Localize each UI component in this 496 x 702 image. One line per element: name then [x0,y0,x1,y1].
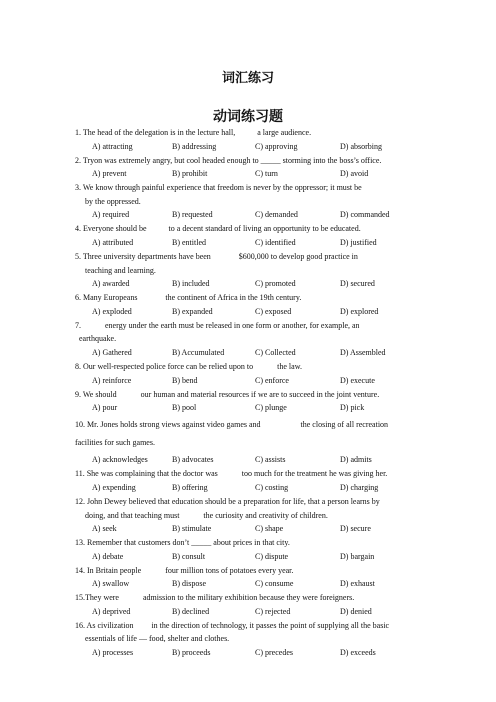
answer-option[interactable]: C) shape [255,524,284,534]
answer-option[interactable]: D) justified [340,237,377,247]
answer-option[interactable]: C) enforce [255,375,289,385]
question-stem: 9. We should our human and material resources if we are to succeed in the joint venture. [75,389,380,399]
answer-option[interactable]: B) offering [172,482,208,492]
option-row [0,550,496,564]
question-stem: 8. Our well-respected police force can be relied upon to the law. [75,361,302,371]
question-stem: 4. Everyone should be to a decent standard of living an opportunity to be educated. [75,224,361,234]
answer-option[interactable]: A) prevent [92,169,127,179]
question-stem: 13. Remember that customers don’t _____ about prices in that city. [75,538,290,548]
question-item [0,250,496,291]
answer-option[interactable]: B) consult [172,551,206,561]
answer-option[interactable]: B) advocates [172,455,214,465]
answer-option[interactable]: A) deprived [92,606,131,616]
option-row [0,453,496,467]
question-item [0,319,496,360]
answer-option[interactable]: D) denied [340,606,372,616]
answer-option[interactable]: B) requested [172,210,213,220]
option-row [0,346,496,360]
option-row [0,401,496,415]
answer-option[interactable]: D) absorbing [340,141,382,151]
answer-option[interactable]: C) costing [255,482,289,492]
answer-option[interactable]: C) exposed [255,306,292,316]
option-row [0,208,496,222]
answer-option[interactable]: D) admits [340,455,372,465]
answer-option[interactable]: D) exhaust [340,579,375,589]
question-item [0,564,496,592]
answer-option[interactable]: A) swallow [92,579,130,589]
option-row [0,305,496,319]
answer-option[interactable]: A) expending [92,482,136,492]
question-stem: 10. Mr. Jones holds strong views against video games and the closing of all recreation [75,420,389,430]
section-title: 动词练习题 [213,109,283,125]
answer-option[interactable]: C) promoted [255,279,296,289]
question-item [0,126,496,154]
question-item [0,388,496,416]
question-item [0,495,496,536]
answer-option[interactable]: A) acknowledges [92,455,148,465]
answer-option[interactable]: A) exploded [92,306,132,316]
answer-option[interactable]: C) rejected [255,606,291,616]
answer-option[interactable]: D) exceeds [340,648,376,658]
answer-option[interactable]: B) declined [172,606,210,616]
option-row [0,167,496,181]
answer-option[interactable]: C) plunge [255,403,287,413]
question-list [0,126,496,660]
question-stem: 12. John Dewey believed that education should be a preparation for life, that a person learns by [75,496,380,506]
option-row [0,577,496,591]
answer-option[interactable]: A) seek [92,524,117,534]
answer-option[interactable]: B) bend [172,375,198,385]
question-stem: 5. Three university departments have been $600,000 to develop good practice in [75,251,358,261]
answer-option[interactable]: B) proceeds [172,648,211,658]
question-stem: 6. Many Europeans the continent of Africa in the 19th century. [75,293,302,303]
option-row [0,277,496,291]
answer-option[interactable]: C) consume [255,579,294,589]
option-row [0,646,496,660]
question-item [0,591,496,619]
question-stem: 16. As civilization in the direction of technology, it passes the point of supplying all the basic [75,620,390,630]
answer-option[interactable]: D) commanded [340,210,390,220]
answer-option[interactable]: C) dispute [255,551,289,561]
question-item [0,291,496,319]
question-stem: 1. The head of the delegation is in the lecture hall, a large audience. [75,128,312,137]
question-stem-continued: teaching and learning. [85,265,156,275]
answer-option[interactable]: C) demanded [255,210,298,220]
answer-option[interactable]: A) reinforce [92,375,132,385]
answer-option[interactable]: B) prohibit [172,169,208,179]
answer-option[interactable]: B) included [172,279,210,289]
option-row [0,374,496,388]
answer-option[interactable]: B) pool [172,403,197,413]
option-row [0,140,496,154]
answer-option[interactable]: C) assists [255,455,286,465]
question-item [0,467,496,495]
answer-option[interactable]: A) processes [92,648,134,658]
answer-option[interactable]: B) stimulate [172,524,212,534]
question-stem: 15.They were admission to the military exhibition because they were foreigners. [75,593,355,603]
answer-option[interactable]: A) debate [92,551,124,561]
answer-option[interactable]: C) turn [255,169,278,179]
answer-option[interactable]: A) attracting [92,141,133,151]
question-stem-continued: facilities for such games. [75,437,155,447]
page-title: 词汇练习 [221,71,274,86]
question-stem-continued: earthquake. [79,334,117,344]
answer-option[interactable]: B) expanded [172,306,213,316]
answer-option[interactable]: C) identified [255,237,296,247]
answer-option[interactable]: A) pour [92,403,118,413]
option-row [0,605,496,619]
answer-option[interactable]: B) dispose [172,579,206,589]
answer-option[interactable]: D) bargain [340,551,375,561]
answer-option[interactable]: D) charging [340,482,379,492]
answer-option[interactable]: A) Gathered [92,347,132,357]
answer-option[interactable]: D) avoid [340,169,369,179]
answer-option[interactable]: D) explored [340,306,379,316]
question-stem-continued: essentials of life — food, shelter and clothes. [85,634,230,644]
question-stem: 2. Tryon was extremely angry, but cool headed enough to _____ storming into the boss’s office. [75,155,382,165]
answer-option[interactable]: B) entitled [172,237,206,247]
option-row [0,481,496,495]
answer-option[interactable]: B) Accumulated [172,347,225,357]
question-item [0,536,496,564]
question-stem-continued: doing, and that teaching must the curiosity and creativity of children. [85,510,328,520]
question-stem: 14. In Britain people four million tons of potatoes every year. [75,565,294,575]
question-item [0,154,496,182]
question-item [0,418,496,467]
answer-option[interactable]: C) approving [255,141,298,151]
question-stem-continued: by the oppressed. [85,196,141,206]
answer-option[interactable]: B) addressing [172,141,217,151]
question-stem: 11. She was complaining that the doctor was too much for the treatment he was giving her. [75,469,388,479]
question-item [0,619,496,660]
option-row [0,522,496,536]
answer-option[interactable]: A) awarded [92,279,130,289]
answer-option[interactable]: C) Collected [255,347,296,357]
answer-option[interactable]: D) secured [340,279,375,289]
option-row [0,236,496,250]
answer-option[interactable]: A) required [92,210,130,220]
question-stem: 7. energy under the earth must be released in one form or another, for example, an [75,320,360,330]
question-item [0,360,496,388]
answer-option[interactable]: C) precedes [255,648,293,658]
answer-option[interactable]: A) attributed [92,237,134,247]
question-item [0,181,496,222]
answer-option[interactable]: D) secure [340,524,371,534]
answer-option[interactable]: D) Assembled [340,347,386,357]
answer-option[interactable]: D) execute [340,375,375,385]
question-item [0,222,496,250]
question-stem: 3. We know through painful experience that freedom is never by the oppressor; it must be [75,183,362,193]
answer-option[interactable]: D) pick [340,403,365,413]
